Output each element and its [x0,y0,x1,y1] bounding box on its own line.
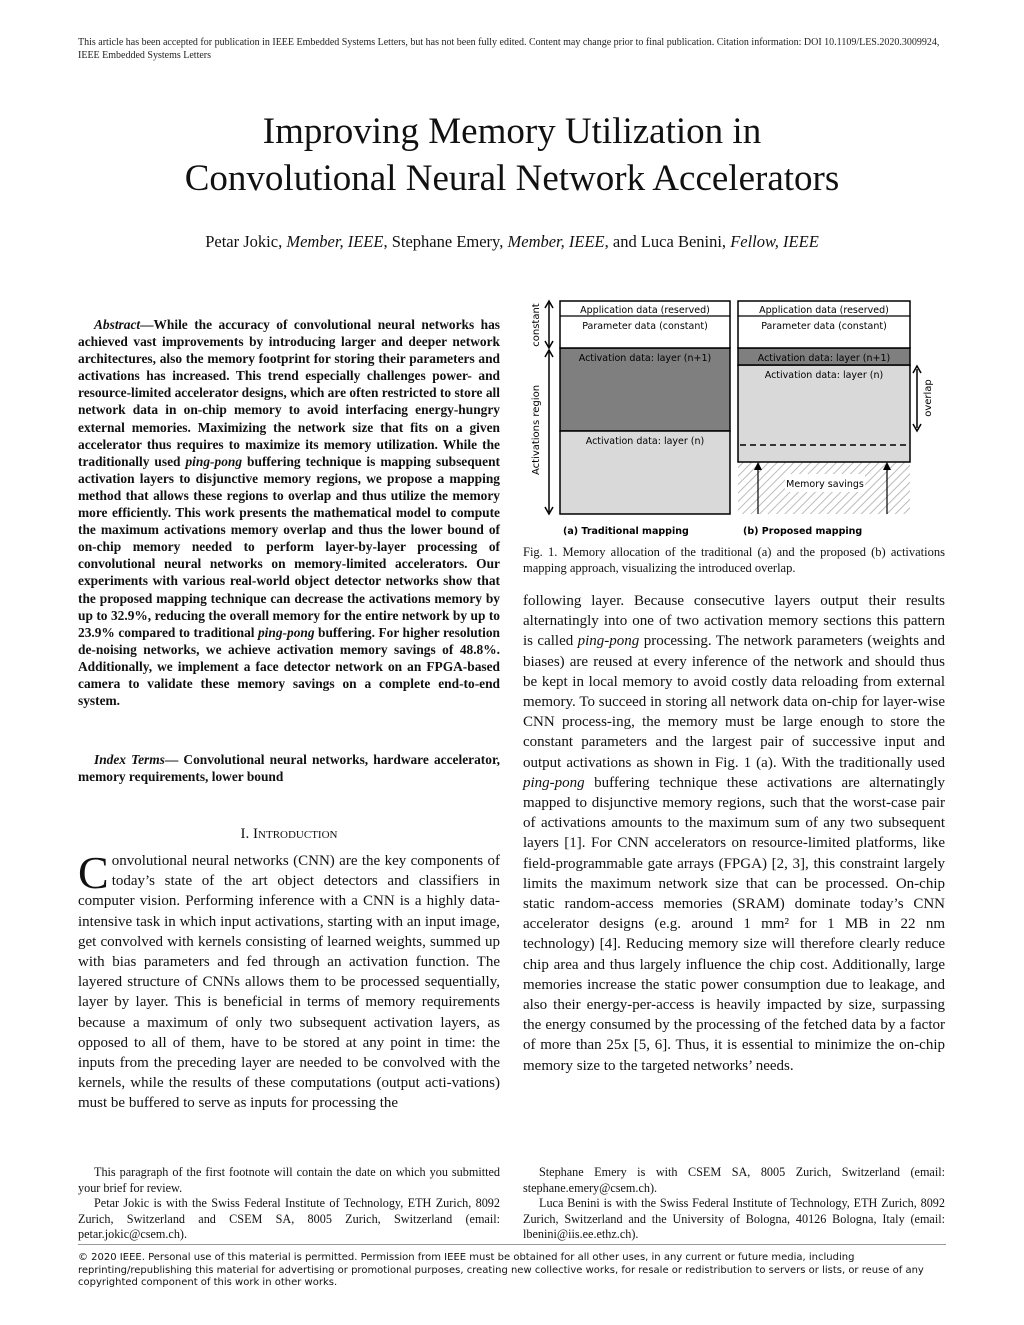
activation-n-label: Activation data: layer (n) [585,436,705,447]
footnotes-left [78,1165,500,1243]
copyright-notice: © 2020 IEEE. Personal use of this material is permitted. Permission from IEEE must be obtained for all other uses, in any current or future media, including reprinting/republishing this material for advertising or promotional purposes, creating new collective works, for resale or redistribution to servers or lists, or reuse of any copyrighted component of this work in other works. [78,1252,924,1288]
figure-1-memory-allocation [0,0,1024,600]
body-text: following layer. Because consecutive layers output their results alternatingly into one of two activation memory sections this pattern is called [523,593,945,650]
activations-region-label: Activations region [531,384,542,476]
activation-n1-label: Activation data: layer (n+1) [578,353,712,364]
body-text: onvolutional neural networks (CNN) are the key components of today’s state of the art object detectors and classifiers in computer vision. Performing inference with a CNN is a highly data-intensive task in which input activations, starting with an input image, get convolved with kernels consisting of learned weights, summed up with bias parameters and fed through an activation function. The layered structure of CNNs allows them to be processed sequentially, layer by layer. This is beneficial in terms of memory requirements because a maximum of only two subsequent activation layers, as opposed to all of them, have to be stored at any point in time: the inputs from the preceding layer are needed to be convolved with the kernels, while the results of these computations (output acti-vations) must be buffered to serve as inputs for processing the [78,853,500,1112]
application-data-label: Application data (reserved) [759,305,889,316]
application-data-label: Application data (reserved) [580,305,710,316]
subcaption-a: (a) Traditional mapping [563,526,689,537]
notice-line: This article has been accepted for publication in IEEE Embedded Systems Letters, but has not been fully edited. Content may change prior to final publication. Citation information: DOI 10.1109/LES.2020.3009924, [78,37,940,48]
body-text: processing. The network parameters (weights and biases) are reused at every inference of the network and should thus be kept in local memory to avoid costly data reloading from external memory. To succeed in storing all network data on-chip for layer-wise CNN process-ing, the memory must be large enough to store the constant parameters and the largest pair of successive input and output activations as shown in Fig. 1 (a). With the traditionally used [523,633,945,771]
title-line: Improving Memory Utilization in [262,111,762,152]
introduction-text [78,847,500,1114]
title-line: Convolutional Neural Network Accelerators [184,158,840,199]
author: Petar Jokic, [205,232,283,251]
index-terms [78,751,500,785]
activation-n1-label: Activation data: layer (n+1) [757,353,891,364]
divider [78,1244,946,1245]
section-heading [78,826,500,843]
abstract-text: buffering. For higher resolution de-noising networks, we achieve activation memory savings of 48.8%. Additionally, we implement a face detector network on an FPGA-based camera to validate these memory savings on a complete end-to-end system. [78,624,500,709]
section-title: Introduction [253,826,338,842]
emphasis: ping-pong [577,633,640,650]
parameter-data-label: Parameter data (constant) [582,321,708,332]
author-role: Member, IEEE [507,232,605,251]
right-column-text [523,591,945,1076]
emphasis: ping-pong [257,624,315,640]
index-terms-label: Index Terms [94,752,165,767]
footnote: Petar Jokic is with the Swiss Federal Institute of Technology, ETH Zurich, 8092 Zurich, Switzerland and CSEM SA, 8005 Zurich, Switzerland (email: petar.jokic@csem.ch). [78,1196,500,1241]
subcaption-b: (b) Proposed mapping [743,526,863,537]
author: , and Luca Benini, [604,232,727,251]
body-text: buffering technique these activations are alternatingly mapped to disjunctive memory regions, such that the worst-case pair of activations amounts to the maximum sum of any two subsequent layers [1]. For CNN accelerators on resource-limited platforms, like field-programmable gate arrays (FPGA) [2, 3], this constraint largely limits the maximum network size that can be processed. On-chip static random-access memories (SRAM) dominate today’s CNN accelerator designs (e.g. around 1 mm² for 1 MB in 22 nm technology) [4]. Reducing memory size will therefore clearly reduce chip area and thus largely influence the chip cost. Additionally, large memories increase the static power consumption due to leakage, and also their energy-per-access is heavily impacted by size, surpassing the energy consumed by the processing of the fetched data by a factor of more than 25x [5, 6]. Thus, it is essential to minimize the on-chip memory size to the targeted networks’ needs. [523,774,945,1074]
footnotes-right [523,1165,945,1243]
author-role: Fellow, IEEE [730,232,819,251]
emphasis: ping-pong [523,774,585,791]
author-role: Member, IEEE [286,232,384,251]
abstract-text: —While the accuracy of convolutional neural networks has achieved vast improvements by introducing larger and deeper network architectures, also the memory footprint for storing their parameters and activations has increased. This trend especially challenges power- and resource-limited accelerator designs, which are often restricted to store all network data in on-chip memory to avoid interfacing energy-hungry external memories. Maximizing the network size that fits on a given accelerator thus requires to maximize its memory utilization. While the traditionally used [78,317,500,469]
activation-n-label: Activation data: layer (n) [764,370,884,381]
journal-name: IEEE Embedded Systems Letters [78,50,212,61]
figure-caption: Fig. 1. Memory allocation of the traditional (a) and the proposed (b) activations mapping approach, visualizing the introduced overlap. [523,545,945,575]
overlap-label: overlap [923,379,934,417]
emphasis: ping-pong [185,453,243,469]
author: , Stephane Emery, [383,232,504,251]
drop-cap: C [78,847,109,898]
memory-savings-label: Memory savings [786,479,864,490]
proposed-mapping-diagram [738,301,934,514]
abstract-text: buffering technique is mapping subsequent activation layers to disjunctive memory regions, we propose a mapping method that allows these regions to overlap and thus utilize the memory more efficiently. This work presents the mathematical model to compute the maximum activations memory overlap and thus the lower bound of on-chip memory needed to perform layer-by-layer processing of convolutional neural networks on memory-limited accelerators. Our experiments with various real-world object detector networks show that the proposed mapping technique can decrease the activations memory by up to 32.9%, reducing the overall memory for the entire network by up to 23.9% compared to traditional [78,453,500,640]
index-terms-text: — Convolutional neural networks, hardware accelerator, memory requirements, lower bound [78,752,501,785]
abstract-label: Abstract [94,317,141,332]
parameter-data-label: Parameter data (constant) [761,321,887,332]
footnote: Luca Benini is with the Swiss Federal Institute of Technology, ETH Zurich, 8092 Zurich, Switzerland and the University of Bologna, 40126 Bologna, Italy (email: lbenini@iis.ee.ethz.ch). [523,1196,945,1241]
footnote: This paragraph of the first footnote will contain the date on which you submitted your brief for review. [78,1165,500,1195]
traditional-mapping-diagram [560,301,730,514]
section-number: I. [240,826,250,842]
constant-label: constant [531,303,542,347]
footnote: Stephane Emery is with CSEM SA, 8005 Zurich, Switzerland (email: stephane.emery@csem.ch). [523,1165,945,1195]
